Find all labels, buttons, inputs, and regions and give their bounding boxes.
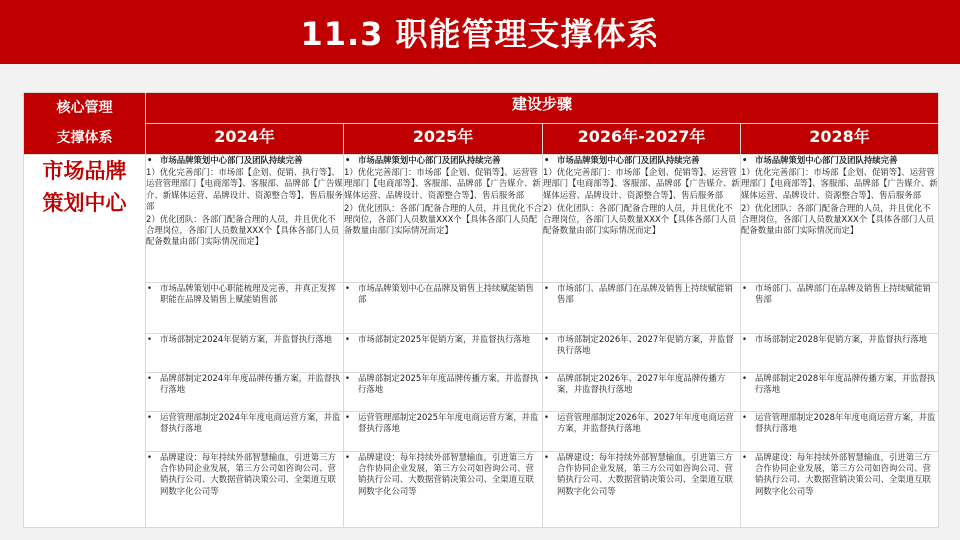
bullet-icon: • xyxy=(147,283,152,293)
table-cell xyxy=(741,334,939,373)
cell-text: 品牌建设：每年持续外部智慧输血，引进第三方合作协同企业发展，第三方公司如咨询公司、营销执行公司、大数据营销决策公司、全渠道互联网数字化公司等 xyxy=(557,452,733,496)
department-name-line2: 策划中心 xyxy=(42,191,127,215)
table-cell xyxy=(344,334,543,373)
table-cell xyxy=(344,373,543,412)
year-header-2026-2027: 2026年-2027年 xyxy=(543,124,741,155)
cell-text: 市场品牌策划中心在品牌及销售上持续赋能销售部 xyxy=(358,283,534,305)
bullet-icon: • xyxy=(742,373,747,383)
department-cell xyxy=(24,155,146,528)
table-cell xyxy=(344,452,543,528)
bullet-icon: • xyxy=(742,334,747,344)
bullet-icon: • xyxy=(345,334,350,344)
table-cell xyxy=(146,452,344,528)
table-cell xyxy=(543,412,741,452)
table-cell xyxy=(146,334,344,373)
bullet-icon: • xyxy=(147,373,152,383)
table-cell xyxy=(741,283,939,334)
department-name-line1: 市场品牌 xyxy=(42,159,127,183)
support-system-table xyxy=(23,92,939,528)
table-cell xyxy=(344,283,543,334)
table-cell xyxy=(741,155,939,283)
year-header-2024: 2024年 xyxy=(146,124,344,155)
cell-item: 1）优化完善部门：市场部【企划、促销、执行等】、运营管理部门【电商部等】、客服部、品牌部【广告媒介、新媒体运营、品牌设计、资源整合等】、售后服务部 xyxy=(146,167,343,211)
bullet-icon: • xyxy=(147,412,152,422)
bullet-icon: • xyxy=(147,334,152,344)
table-row xyxy=(24,373,939,412)
table-cell xyxy=(146,412,344,452)
page-title: 11.3 职能管理支撑体系 xyxy=(300,15,660,53)
table-cell xyxy=(741,452,939,528)
cell-text: 市场品牌策划中心职能梳理及完善，并真正发挥职能在品牌及销售上赋能销售部 xyxy=(160,283,336,305)
table-cell xyxy=(146,373,344,412)
table-row xyxy=(24,412,939,452)
year-header-2025: 2025年 xyxy=(344,124,543,155)
cell-text: 市场部门、品牌部门在品牌及销售上持续赋能销售部 xyxy=(755,283,931,305)
cell-heading: 市场品牌策划中心部门及团队持续完善 xyxy=(358,155,501,165)
title-bar xyxy=(0,0,960,64)
cell-heading: 市场品牌策划中心部门及团队持续完善 xyxy=(755,155,898,165)
cell-item: 1）优化完善部门：市场部【企划、促销等】、运营管理部门【电商部等】、客服部、品牌部【广告媒介、新媒体运营、品牌设计、资源整合等】、售后服务部 xyxy=(741,167,938,200)
bullet-icon: • xyxy=(544,155,550,165)
bullet-icon: • xyxy=(742,452,747,462)
cell-item: 1）优化完善部门：市场部【企划、促销等】、运营管理部门【电商部等】、客服部、品牌部【广告媒介、新媒体运营、品牌设计、资源整合等】、售后服务部 xyxy=(344,167,541,200)
cell-text: 品牌部制定2024年年度品牌传播方案，并监督执行落地 xyxy=(160,373,341,395)
table-cell xyxy=(741,412,939,452)
table-row xyxy=(24,452,939,528)
table-row xyxy=(24,334,939,373)
bullet-icon: • xyxy=(742,155,748,165)
bullet-icon: • xyxy=(544,334,549,344)
table-cell xyxy=(543,334,741,373)
cell-text: 市场部制定2024年促销方案，并监督执行落地 xyxy=(160,334,333,344)
bullet-icon: • xyxy=(742,283,747,293)
bullet-icon: • xyxy=(544,452,549,462)
cell-heading: 市场品牌策划中心部门及团队持续完善 xyxy=(160,155,303,165)
bullet-icon: • xyxy=(345,373,350,383)
year-header-2028: 2028年 xyxy=(741,124,939,155)
bullet-icon: • xyxy=(147,452,152,462)
cell-text: 运营管理部制定2026年、2027年年度电商运营方案，并监督执行落地 xyxy=(557,412,734,434)
cell-item: 2）优化团队：各部门配备合理的人员，并且优化不合理岗位，各部门人员数量XXX个【具体各部门人员配备数量由部门实际情况而定】 xyxy=(344,202,542,236)
cell-text: 运营管理部制定2025年年度电商运营方案，并监督执行落地 xyxy=(358,412,539,434)
corner-header-line1: 核心管理 xyxy=(56,100,113,116)
cell-text: 品牌建设：每年持续外部智慧输血，引进第三方合作协同企业发展，第三方公司如咨询公司、营销执行公司、大数据营销决策公司、全渠道互联网数字化公司等 xyxy=(755,452,931,496)
table-cell xyxy=(146,155,344,283)
bullet-icon: • xyxy=(345,452,350,462)
bullet-icon: • xyxy=(544,373,549,383)
table-cell xyxy=(543,283,741,334)
cell-text: 运营管理部制定2024年年度电商运营方案，并监督执行落地 xyxy=(160,412,341,434)
bullet-icon: • xyxy=(544,412,549,422)
cell-text: 品牌部制定2025年年度品牌传播方案，并监督执行落地 xyxy=(358,373,539,395)
cell-heading: 市场品牌策划中心部门及团队持续完善 xyxy=(557,155,700,165)
table-row xyxy=(24,283,939,334)
cell-item: 1）优化完善部门：市场部【企划、促销等】、运营管理部门【电商部等】、客服部、品牌部【广告媒介、新媒体运营、品牌设计、资源整合等】、售后服务部 xyxy=(543,167,740,200)
cell-text: 市场部门、品牌部门在品牌及销售上持续赋能销售部 xyxy=(557,283,733,305)
table-cell xyxy=(543,373,741,412)
cell-item: 2）优化团队：各部门配备合理的人员，并且优化不合理岗位，各部门人员数量XXX个【具体各部门人员配备数量由部门实际情况而定】 xyxy=(741,202,935,236)
steps-header: 建设步骤 xyxy=(146,93,939,124)
corner-header-line2: 支撑体系 xyxy=(56,130,113,146)
cell-item: 2）优化团队：各部门配备合理的人员，并且优化不合理岗位，各部门人员数量XXX个【具体各部门人员配备数量由部门实际情况而定】 xyxy=(543,202,737,236)
bullet-icon: • xyxy=(742,412,747,422)
bullet-icon: • xyxy=(345,283,350,293)
bullet-icon: • xyxy=(147,155,153,165)
cell-item: 2）优化团队：各部门配备合理的人员，并且优化不合理岗位，各部门人员数量XXX个【具体各部门人员配备数量由部门实际情况而定】 xyxy=(146,214,340,247)
bullet-icon: • xyxy=(345,412,350,422)
cell-text: 品牌建设：每年持续外部智慧输血，引进第三方合作协同企业发展，第三方公司如咨询公司、营销执行公司、大数据营销决策公司、全渠道互联网数字化公司等 xyxy=(160,452,336,496)
cell-text: 市场部制定2025年促销方案，并监督执行落地 xyxy=(358,334,531,344)
bullet-icon: • xyxy=(345,155,351,165)
table-cell xyxy=(543,452,741,528)
table-cell xyxy=(344,155,543,283)
table-cell xyxy=(344,412,543,452)
cell-text: 品牌建设：每年持续外部智慧输血，引进第三方合作协同企业发展，第三方公司如咨询公司、营销执行公司、大数据营销决策公司、全渠道互联网数字化公司等 xyxy=(358,452,534,496)
table-cell xyxy=(543,155,741,283)
cell-text: 运营管理部制定2028年年度电商运营方案，并监督执行落地 xyxy=(755,412,936,434)
corner-header xyxy=(24,93,146,155)
bullet-icon: • xyxy=(544,283,549,293)
cell-text: 品牌部制定2026年、2027年年度品牌传播方案，并监督执行落地 xyxy=(557,373,726,395)
cell-text: 市场部制定2026年、2027年促销方案，并监督执行落地 xyxy=(557,334,734,356)
table-row xyxy=(24,155,939,283)
table-cell xyxy=(741,373,939,412)
cell-text: 市场部制定2028年促销方案，并监督执行落地 xyxy=(755,334,928,344)
table-cell xyxy=(146,283,344,334)
cell-text: 品牌部制定2028年年度品牌传播方案，并监督执行落地 xyxy=(755,373,936,395)
